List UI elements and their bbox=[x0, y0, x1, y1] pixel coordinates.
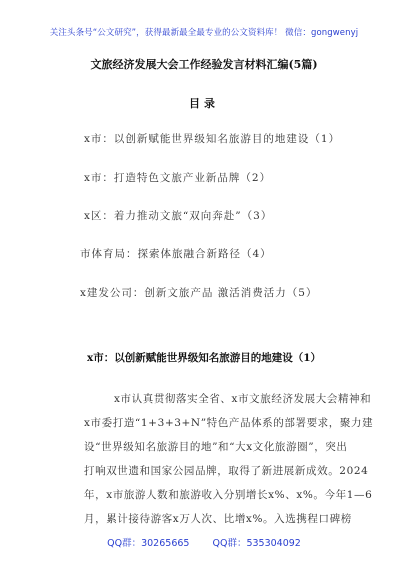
header-banner: 关注头条号“公文研究”，获得最新最全最专业的公文资料库！ 微信：gongwenyj bbox=[49, 28, 359, 38]
footer-qq-group-2: QQ群：535304092 bbox=[212, 538, 301, 549]
toc-heading: 目录 bbox=[189, 97, 219, 110]
toc-item[interactable]: x市：打造特色文旅产业新品牌（2） bbox=[84, 172, 272, 184]
body-text-line: x市认真贯彻落实全省、x市文旅经济发展大会精神和 bbox=[114, 393, 372, 405]
footer-qq-group-1: QQ群：30265665 bbox=[107, 538, 190, 549]
footer bbox=[0, 535, 408, 549]
body-text-line: x市委打造“1+3+3+N”特色产品体系的部署要求，聚力建 bbox=[84, 417, 374, 429]
body-text-line: 月，累计接待游客x万人次、比增x%。入选携程口碑榜 bbox=[84, 513, 352, 525]
section-title: x市：以创新赋能世界级知名旅游目的地建设（1） bbox=[86, 352, 322, 364]
toc-item[interactable]: x市：以创新赋能世界级知名旅游目的地建设（1） bbox=[84, 133, 341, 145]
body-text-line: 打响双世遗和国家公园品牌，取得了新进展新成效。2024 bbox=[84, 465, 369, 477]
toc-item[interactable]: 市体育局：探索体旅融合新路径（4） bbox=[80, 248, 272, 260]
body-text-line: 年，x市旅游人数和旅游收入分别增长x%、x%。今年1—6 bbox=[84, 489, 373, 501]
document-title: 文旅经济发展大会工作经验发言材料汇编(5篇) bbox=[90, 58, 318, 71]
body-text-line: 设“世界级知名旅游目的地”和“大x文化旅游圈”，突出 bbox=[84, 441, 348, 453]
toc-item[interactable]: x区：着力推动文旅“双向奔赴”（3） bbox=[84, 210, 273, 222]
toc-item[interactable]: x建发公司：创新文旅产品 激活消费活力（5） bbox=[80, 287, 318, 299]
